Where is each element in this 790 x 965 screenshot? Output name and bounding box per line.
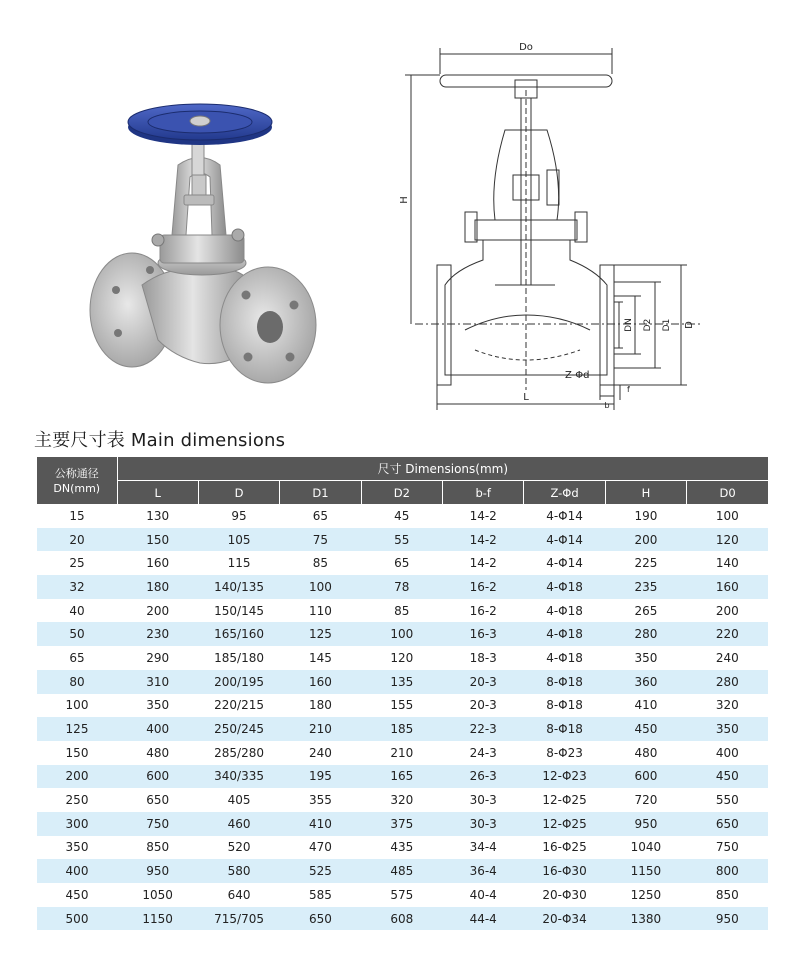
dn-header-line2: DN(mm) (53, 481, 101, 495)
table-cell: 130 (146, 508, 170, 523)
table-cell: 14-2 (469, 508, 497, 523)
table-cell: 55 (361, 528, 442, 552)
table-cell: 715/705 (198, 907, 279, 931)
table-cell: 750 (117, 812, 198, 836)
table-row (37, 504, 768, 528)
table-row (37, 599, 768, 623)
table-cell: 78 (361, 575, 442, 599)
dn-cell: 100 (65, 698, 89, 713)
table-cell: 14-2 (443, 528, 524, 552)
table-cell: 200/195 (198, 670, 279, 694)
table-cell: 16-2 (469, 603, 497, 618)
table-cell: 375 (361, 812, 442, 836)
table-cell: 8-Φ18 (524, 717, 605, 741)
table-cell: 210 (280, 717, 361, 741)
table-cell: 1040 (630, 840, 662, 855)
table-cell: 100 (361, 622, 442, 646)
column-header: L (117, 481, 198, 505)
valve-technical-drawing (395, 30, 705, 415)
table-cell: 280 (687, 670, 768, 694)
table-cell: 185 (361, 717, 442, 741)
table-cell: 200 (146, 603, 170, 618)
table-cell: 525 (280, 859, 361, 883)
table-cell: 240 (715, 650, 739, 665)
table-cell: 285/280 (214, 745, 264, 760)
table-cell: 20-Φ34 (524, 907, 605, 931)
table-cell: 350 (634, 650, 658, 665)
table-cell: 140/135 (198, 575, 279, 599)
table-cell: 34-4 (469, 840, 497, 855)
table-row (37, 907, 768, 931)
table-cell: 1050 (142, 887, 173, 902)
table-cell: 470 (308, 840, 332, 855)
table-cell: 20-Φ30 (542, 887, 587, 902)
table-row (37, 575, 768, 599)
table-cell: 1380 (605, 907, 686, 931)
dim-label-f: f (627, 385, 630, 394)
column-header: D (198, 481, 279, 505)
table-cell: 65 (312, 508, 329, 523)
table-cell: 650 (146, 793, 170, 808)
table-cell: 608 (361, 907, 442, 931)
dn-cell: 125 (37, 717, 117, 741)
table-cell: 350 (146, 698, 170, 713)
table-cell: 16-2 (443, 575, 524, 599)
table-row (37, 694, 768, 718)
table-cell: 950 (117, 859, 198, 883)
dn-cell: 80 (37, 670, 117, 694)
table-cell: 250/245 (198, 717, 279, 741)
table-cell: 240 (308, 745, 332, 760)
table-cell: 150 (117, 528, 198, 552)
table-cell: 950 (687, 907, 768, 931)
table-cell: 14-2 (469, 556, 497, 571)
table-cell: 580 (198, 859, 279, 883)
table-cell: 85 (394, 603, 410, 618)
table-cell: 235 (605, 575, 686, 599)
table-cell: 400 (715, 745, 739, 760)
table-cell: 100 (280, 575, 361, 599)
table-row (37, 670, 768, 694)
column-header: D0 (687, 481, 768, 505)
table-cell: 135 (361, 670, 442, 694)
dn-column-header (37, 457, 117, 504)
table-cell: 310 (117, 670, 198, 694)
table-cell: 40-4 (469, 887, 497, 902)
table-cell: 800 (687, 859, 768, 883)
dim-label-l: L (523, 392, 529, 403)
table-cell: 1250 (630, 887, 662, 902)
dn-cell: 450 (65, 887, 89, 902)
table-cell: 4-Φ14 (524, 528, 605, 552)
dn-cell: 65 (69, 650, 85, 665)
table-cell: 12-Φ25 (524, 812, 605, 836)
table-cell: 12-Φ23 (524, 765, 605, 789)
table-cell: 16-3 (443, 622, 524, 646)
table-cell: 435 (390, 840, 414, 855)
table-cell: 155 (390, 698, 414, 713)
column-header: D1 (280, 481, 361, 505)
table-cell: 95 (231, 508, 247, 523)
table-cell: 16-Φ30 (524, 859, 605, 883)
table-cell: 220 (687, 622, 768, 646)
table-cell: 65 (394, 556, 410, 571)
table-cell: 8-Φ18 (546, 698, 583, 713)
table-cell: 16-Φ25 (542, 840, 587, 855)
table-cell: 575 (390, 887, 414, 902)
table-cell: 44-4 (443, 907, 524, 931)
table-row (37, 717, 768, 741)
table-cell: 190 (634, 508, 658, 523)
table-cell: 400 (117, 717, 198, 741)
dim-label-d: D (684, 321, 695, 329)
table-row (37, 883, 768, 907)
table-cell: 160 (687, 575, 768, 599)
table-cell: 195 (280, 765, 361, 789)
table-cell: 585 (308, 887, 332, 902)
dn-cell: 150 (65, 745, 89, 760)
table-cell: 410 (280, 812, 361, 836)
table-cell: 230 (117, 622, 198, 646)
section-title: 主要尺寸表 Main dimensions (34, 430, 286, 451)
table-cell: 120 (390, 650, 414, 665)
table-cell: 340/335 (198, 765, 279, 789)
table-cell: 600 (605, 765, 686, 789)
table-cell: 36-4 (443, 859, 524, 883)
table-cell: 550 (715, 793, 739, 808)
dn-cell: 400 (37, 859, 117, 883)
table-cell: 460 (198, 812, 279, 836)
dn-cell: 15 (69, 508, 85, 523)
dim-label-d2: D2 (643, 318, 653, 332)
table-cell: 480 (634, 745, 658, 760)
table-cell: 4-Φ18 (524, 622, 605, 646)
table-cell: 650 (280, 907, 361, 931)
table-cell: 850 (146, 840, 170, 855)
table-cell: 220/215 (214, 698, 264, 713)
column-header: D2 (361, 481, 442, 505)
table-row (37, 528, 768, 552)
table-cell: 720 (634, 793, 658, 808)
table-cell: 8-Φ18 (524, 670, 605, 694)
column-header: Z-Φd (524, 481, 605, 505)
dim-label-do: Do (519, 42, 533, 53)
table-cell: 485 (361, 859, 442, 883)
table-cell: 24-3 (469, 745, 497, 760)
table-cell: 165/160 (198, 622, 279, 646)
table-cell: 410 (634, 698, 658, 713)
table-cell: 850 (715, 887, 739, 902)
table-cell: 20-3 (443, 670, 524, 694)
dn-cell: 200 (37, 765, 117, 789)
table-row (37, 646, 768, 670)
table-cell: 520 (227, 840, 251, 855)
dn-cell: 250 (65, 793, 89, 808)
table-cell: 20-3 (469, 698, 497, 713)
table-cell: 105 (198, 528, 279, 552)
table-body (37, 504, 768, 930)
table-cell: 280 (605, 622, 686, 646)
table-cell: 225 (634, 556, 658, 571)
table-cell: 22-3 (443, 717, 524, 741)
dimensions-table (37, 457, 768, 930)
table-cell: 160 (280, 670, 361, 694)
table-cell: 200 (605, 528, 686, 552)
table-cell: 30-3 (469, 793, 497, 808)
table-cell: 4-Φ18 (546, 603, 583, 618)
table-cell: 290 (146, 650, 170, 665)
table-row (37, 859, 768, 883)
table-cell: 4-Φ18 (546, 650, 583, 665)
table-cell: 450 (605, 717, 686, 741)
table-cell: 200 (715, 603, 739, 618)
dn-cell: 500 (37, 907, 117, 931)
dn-cell: 300 (37, 812, 117, 836)
dimensions-group-header: 尺寸 Dimensions(mm) (117, 457, 768, 481)
table-cell: 4-Φ14 (546, 508, 583, 523)
table-cell: 320 (715, 698, 739, 713)
dn-cell: 32 (37, 575, 117, 599)
table-row (37, 812, 768, 836)
table-cell: 110 (308, 603, 332, 618)
table-row (37, 741, 768, 765)
table-cell: 350 (687, 717, 768, 741)
table-cell: 600 (117, 765, 198, 789)
valve-photo (80, 95, 320, 415)
dim-label-b: b (604, 401, 610, 410)
dim-label-z-phi-d: Z-Φd (565, 370, 590, 381)
table-cell: 1150 (605, 859, 686, 883)
table-cell: 180 (308, 698, 332, 713)
table-cell: 1150 (117, 907, 198, 931)
table-cell: 100 (715, 508, 739, 523)
dn-cell: 350 (65, 840, 89, 855)
table-row (37, 551, 768, 575)
table-cell: 4-Φ18 (524, 575, 605, 599)
table-cell: 45 (394, 508, 410, 523)
table-cell: 30-3 (443, 812, 524, 836)
table-cell: 265 (634, 603, 658, 618)
table-cell: 950 (605, 812, 686, 836)
table-cell: 180 (117, 575, 198, 599)
table-cell: 320 (390, 793, 414, 808)
table-cell: 450 (687, 765, 768, 789)
dn-header-line1: 公称通径 (54, 466, 99, 480)
table-cell: 160 (146, 556, 170, 571)
table-cell: 12-Φ25 (542, 793, 587, 808)
table-cell: 355 (308, 793, 332, 808)
table-cell: 210 (390, 745, 414, 760)
table-cell: 26-3 (443, 765, 524, 789)
dn-cell: 40 (69, 603, 85, 618)
table-cell: 750 (715, 840, 739, 855)
table-cell: 640 (227, 887, 251, 902)
dn-cell: 25 (69, 556, 85, 571)
table-cell: 185/180 (214, 650, 264, 665)
table-cell: 75 (280, 528, 361, 552)
table-cell: 480 (146, 745, 170, 760)
dn-cell: 50 (37, 622, 117, 646)
table-cell: 360 (605, 670, 686, 694)
table-cell: 4-Φ14 (546, 556, 583, 571)
table-cell: 405 (227, 793, 251, 808)
table-cell: 125 (280, 622, 361, 646)
table-cell: 85 (312, 556, 329, 571)
dn-cell: 20 (37, 528, 117, 552)
table-cell: 165 (361, 765, 442, 789)
table-cell: 145 (308, 650, 332, 665)
dim-label-dn: DN (624, 318, 634, 332)
table-cell: 18-3 (469, 650, 497, 665)
table-row (37, 765, 768, 789)
dim-label-h: H (399, 196, 410, 204)
column-header-row (37, 481, 768, 505)
column-header: b-f (443, 481, 524, 505)
table-row (37, 788, 768, 812)
dim-label-d1: D1 (662, 318, 672, 332)
table-cell: 8-Φ23 (546, 745, 583, 760)
table-cell: 115 (227, 556, 251, 571)
table-row (37, 836, 768, 860)
table-row (37, 622, 768, 646)
column-header: H (605, 481, 686, 505)
table-cell: 650 (687, 812, 768, 836)
table-cell: 140 (715, 556, 739, 571)
table-cell: 120 (687, 528, 768, 552)
table-cell: 150/145 (214, 603, 264, 618)
